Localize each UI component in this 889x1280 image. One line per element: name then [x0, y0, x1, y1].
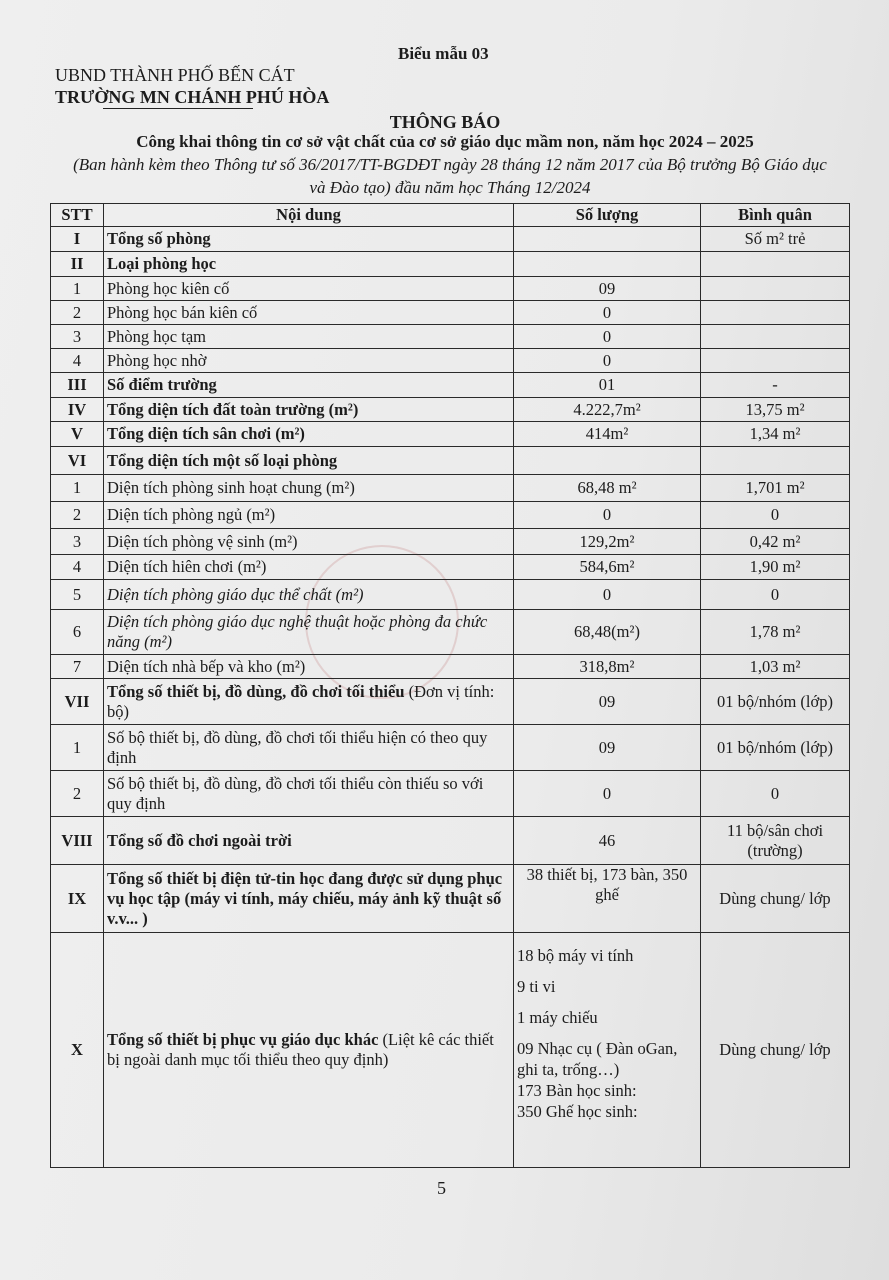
- row-avg: 11 bộ/sân chơi (trường): [701, 817, 850, 865]
- row-qty: 68,48 m²: [514, 475, 701, 502]
- table-row: [51, 373, 850, 398]
- row-content: Tổng số thiết bị điện tử-tin học đang được sử dụng phục vụ học tập (máy vi tính, máy chiếu, máy ảnh kỹ thuật số v.v... ): [104, 865, 514, 933]
- row-content: Diện tích phòng giáo dục nghệ thuật hoặc phòng đa chức năng (m²): [104, 610, 514, 655]
- table-row: [51, 529, 850, 555]
- row-stt: VII: [51, 679, 104, 725]
- row-avg: 0: [701, 502, 850, 529]
- row-stt: 2: [51, 301, 104, 325]
- table-row: [51, 725, 850, 771]
- row-qty: 0: [514, 349, 701, 373]
- row-content: Tổng diện tích sân chơi (m²): [104, 422, 514, 447]
- row-avg: 0: [701, 771, 850, 817]
- row-content-bold: Tổng số thiết bị, đồ dùng, đồ chơi tối thiểu: [107, 681, 405, 701]
- row-qty: 68,48(m²): [514, 610, 701, 655]
- row-stt: 7: [51, 655, 104, 679]
- row-stt: 2: [51, 502, 104, 529]
- row-qty: [514, 252, 701, 277]
- row-avg: [701, 277, 850, 301]
- table-row: [51, 655, 850, 679]
- table-row: [51, 227, 850, 252]
- row-stt: I: [51, 227, 104, 252]
- row-content: Số điểm trường: [104, 373, 514, 398]
- row-qty: 38 thiết bị, 173 bàn, 350 ghế: [514, 865, 701, 933]
- table-row: [51, 301, 850, 325]
- row-stt: IV: [51, 398, 104, 422]
- row-stt: 5: [51, 580, 104, 610]
- row-qty: 0: [514, 325, 701, 349]
- list-item: 18 bộ máy vi tính: [517, 946, 634, 965]
- doc-subtitle: Công khai thông tin cơ sở vật chất của cơ sở giáo dục mầm non, năm học 2024 – 2025: [136, 132, 754, 151]
- row-avg: Dùng chung/ lớp: [701, 865, 850, 933]
- row-avg: 1,78 m²: [701, 610, 850, 655]
- row-stt: III: [51, 373, 104, 398]
- row-avg: 13,75 m²: [701, 398, 850, 422]
- row-content: Tổng diện tích một số loại phòng: [104, 447, 514, 475]
- row-stt: VIII: [51, 817, 104, 865]
- org-line-2: TRƯỜNG MN CHÁNH PHÚ HÒA: [55, 87, 330, 107]
- row-content: [104, 679, 514, 725]
- row-content: Diện tích hiên chơi (m²): [104, 555, 514, 580]
- row-qty: 0: [514, 502, 701, 529]
- row-stt: 3: [51, 325, 104, 349]
- table-row: [51, 447, 850, 475]
- row-avg: 01 bộ/nhóm (lớp): [701, 725, 850, 771]
- org-underline: [103, 108, 253, 109]
- row-stt: 1: [51, 277, 104, 301]
- row-qty: 414m²: [514, 422, 701, 447]
- row-stt: 4: [51, 555, 104, 580]
- row-content: Tổng số đồ chơi ngoài trời: [104, 817, 514, 865]
- row-avg: 0,42 m²: [701, 529, 850, 555]
- table-row: [51, 349, 850, 373]
- row-avg: 01 bộ/nhóm (lớp): [701, 679, 850, 725]
- row-qty: 09: [514, 277, 701, 301]
- doc-note: (Ban hành kèm theo Thông tư số 36/2017/TT-BGDĐT ngày 28 tháng 12 năm 2017 của Bộ trưởng Bộ Giáo dục và Đào tạo) đầu năm học Tháng 12/2024: [73, 155, 827, 197]
- row-content: Tổng số phòng: [104, 227, 514, 252]
- doc-title: THÔNG BÁO: [389, 112, 501, 132]
- row-qty: 0: [514, 580, 701, 610]
- row-content: Loại phòng học: [104, 252, 514, 277]
- row-avg: Dùng chung/ lớp: [701, 933, 850, 1168]
- row-avg: [701, 325, 850, 349]
- row-avg: [701, 252, 850, 277]
- list-item: 1 máy chiếu: [517, 1008, 598, 1027]
- row-content: Phòng học nhờ: [104, 349, 514, 373]
- row-content-bold: Tổng số thiết bị phục vụ giáo dục khác: [107, 1030, 379, 1049]
- row-content: Diện tích phòng giáo dục thể chất (m²): [104, 580, 514, 610]
- row-avg: 1,701 m²: [701, 475, 850, 502]
- row-content: [104, 933, 514, 1168]
- list-item: 9 ti vi: [517, 977, 556, 996]
- row-avg: -: [701, 373, 850, 398]
- row-content: Số bộ thiết bị, đồ dùng, đồ chơi tối thiểu hiện có theo quy định: [104, 725, 514, 771]
- row-stt: X: [51, 933, 104, 1168]
- row-stt: 4: [51, 349, 104, 373]
- table-row: [51, 555, 850, 580]
- row-stt: IX: [51, 865, 104, 933]
- row-content: Phòng học tạm: [104, 325, 514, 349]
- table-row: [51, 277, 850, 301]
- table-row: [51, 580, 850, 610]
- page-number: 5: [437, 1178, 446, 1198]
- row-content: Phòng học bán kiên cố: [104, 301, 514, 325]
- row-qty: 09: [514, 725, 701, 771]
- table-header-row: [51, 204, 850, 227]
- list-item: 173 Bàn học sinh:: [517, 1081, 637, 1100]
- row-qty: [514, 227, 701, 252]
- row-stt: V: [51, 422, 104, 447]
- org-line-1: UBND THÀNH PHỐ BẾN CÁT: [55, 65, 295, 85]
- table-row: [51, 679, 850, 725]
- row-content: Tổng diện tích đất toàn trường (m²): [104, 398, 514, 422]
- table-row: [51, 817, 850, 865]
- table-row: [51, 771, 850, 817]
- row-content: Diện tích nhà bếp và kho (m²): [104, 655, 514, 679]
- row-qty: 09: [514, 679, 701, 725]
- row-avg: 1,90 m²: [701, 555, 850, 580]
- row-content-rest: (Liệt kê các thiết bị ngoài danh mục tối thiểu theo quy định): [107, 1030, 494, 1069]
- row-content-rest: (Đơn vị tính: bộ): [107, 681, 495, 721]
- row-stt: II: [51, 252, 104, 277]
- row-qty: 0: [514, 301, 701, 325]
- row-stt: VI: [51, 447, 104, 475]
- row-avg: [701, 349, 850, 373]
- row-avg: Số m² trẻ: [701, 227, 850, 252]
- row-qty: [514, 447, 701, 475]
- row-content: Diện tích phòng vệ sinh (m²): [104, 529, 514, 555]
- list-item: 09 Nhạc cụ ( Đàn oGan, ghi ta, trống…): [517, 1039, 678, 1079]
- header-qty: Số lượng: [514, 204, 701, 227]
- row-qty: 01: [514, 373, 701, 398]
- header-avg: Bình quân: [701, 204, 850, 227]
- row-qty: 0: [514, 771, 701, 817]
- organization-header: [55, 64, 329, 108]
- table-row: [51, 422, 850, 447]
- table-row: [51, 398, 850, 422]
- table-row: [51, 865, 850, 933]
- row-qty: 129,2m²: [514, 529, 701, 555]
- row-stt: 2: [51, 771, 104, 817]
- row-content: Diện tích phòng sinh hoạt chung (m²): [104, 475, 514, 502]
- header-stt: STT: [51, 204, 104, 227]
- list-item: 350 Ghế học sinh:: [517, 1102, 638, 1121]
- row-qty-list: [514, 933, 701, 1168]
- row-qty: 318,8m²: [514, 655, 701, 679]
- row-avg: [701, 447, 850, 475]
- row-qty: 584,6m²: [514, 555, 701, 580]
- row-stt: 6: [51, 610, 104, 655]
- row-content: Diện tích phòng ngủ (m²): [104, 502, 514, 529]
- row-avg: 0: [701, 580, 850, 610]
- table-row: [51, 475, 850, 502]
- row-avg: 1,03 m²: [701, 655, 850, 679]
- row-qty: 46: [514, 817, 701, 865]
- row-content: Số bộ thiết bị, đồ dùng, đồ chơi tối thiểu còn thiếu so với quy định: [104, 771, 514, 817]
- row-stt: 1: [51, 725, 104, 771]
- table-row: [51, 502, 850, 529]
- facilities-table: [50, 203, 850, 1168]
- table-row: [51, 610, 850, 655]
- row-qty: 4.222,7m²: [514, 398, 701, 422]
- row-stt: 1: [51, 475, 104, 502]
- table-row: [51, 325, 850, 349]
- row-avg: 1,34 m²: [701, 422, 850, 447]
- row-stt: 3: [51, 529, 104, 555]
- table-row: [51, 933, 850, 1168]
- row-content: Phòng học kiên cố: [104, 277, 514, 301]
- form-number: Biểu mẫu 03: [398, 44, 489, 63]
- row-avg: [701, 301, 850, 325]
- table-row: [51, 252, 850, 277]
- header-content: Nội dung: [104, 204, 514, 227]
